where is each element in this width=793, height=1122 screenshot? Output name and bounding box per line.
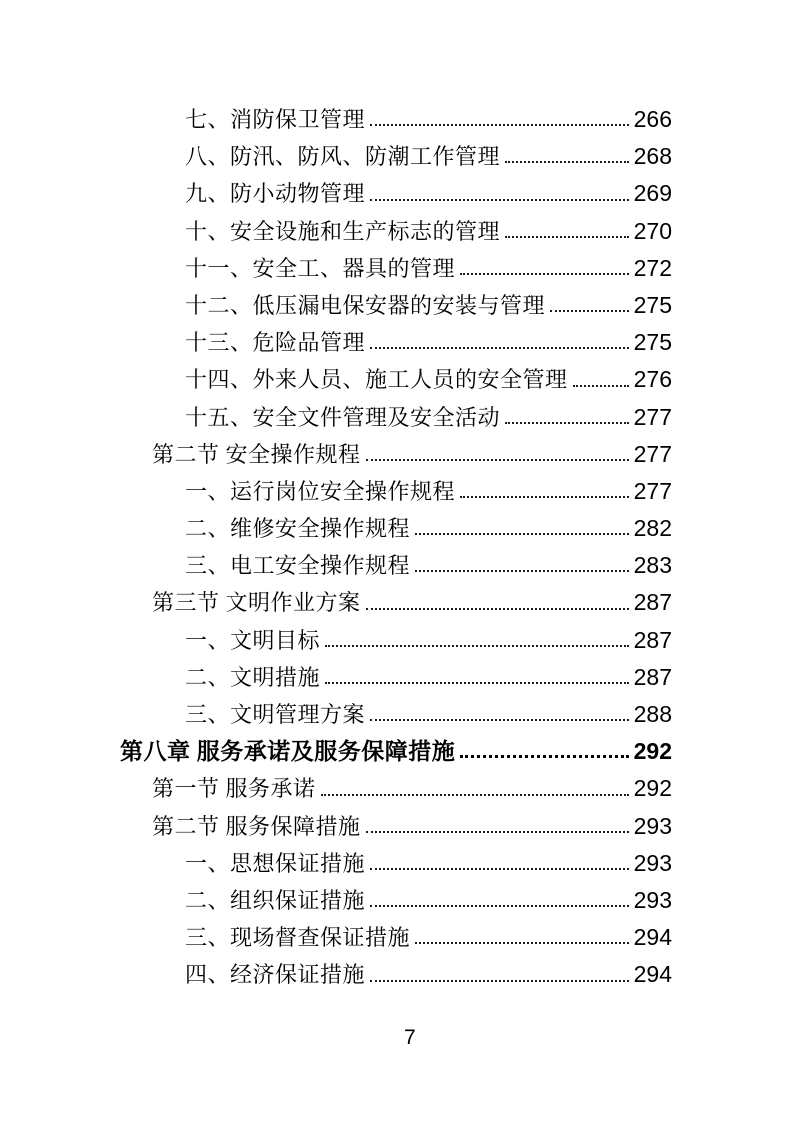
dot-leader <box>325 682 629 684</box>
toc-entry[interactable] <box>0 138 793 175</box>
toc-entry[interactable] <box>0 696 793 733</box>
toc-entry-label: 九、防小动物管理 <box>185 181 366 207</box>
toc-entry-label: 十、安全设施和生产标志的管理 <box>185 218 501 244</box>
toc-entry-label: 十三、危险品管理 <box>185 330 366 356</box>
toc-entry-page: 292 <box>633 738 672 765</box>
dot-leader <box>460 273 629 275</box>
dot-leader <box>573 385 629 387</box>
toc-entry-label: 第一节 服务承诺 <box>152 776 316 802</box>
dot-leader <box>550 310 629 312</box>
toc-entry[interactable] <box>0 361 793 398</box>
toc-entry[interactable] <box>0 584 793 621</box>
dot-leader <box>415 942 629 944</box>
toc-entry-page: 270 <box>633 217 672 244</box>
toc-entry[interactable] <box>0 956 793 993</box>
dot-leader <box>505 161 629 163</box>
toc-entry-label: 十一、安全工、器具的管理 <box>185 255 456 281</box>
toc-entry-label: 一、文明目标 <box>185 627 321 653</box>
toc-entry[interactable] <box>0 845 793 882</box>
toc-entry-label: 十二、低压漏电保安器的安装与管理 <box>185 292 546 318</box>
toc-entry-chapter[interactable] <box>0 733 793 770</box>
dot-leader <box>460 755 628 758</box>
toc-entry-label: 十五、安全文件管理及安全活动 <box>185 404 501 430</box>
toc-entry-label: 二、维修安全操作规程 <box>185 516 411 542</box>
toc-entry-label: 八、防汛、防风、防潮工作管理 <box>185 144 501 170</box>
dot-leader <box>325 645 629 647</box>
toc-entry-page: 288 <box>633 701 672 727</box>
toc-entry-page: 294 <box>633 924 672 951</box>
toc-entry-page: 277 <box>633 477 672 504</box>
toc-entry-page: 269 <box>633 180 672 207</box>
toc-entry-label: 十四、外来人员、施工人员的安全管理 <box>185 367 568 393</box>
toc-entry-page: 293 <box>633 849 672 876</box>
toc-entry[interactable] <box>0 101 793 138</box>
toc-entry[interactable] <box>0 213 793 250</box>
dot-leader <box>366 459 629 461</box>
dot-leader <box>370 719 629 721</box>
toc-entry[interactable] <box>0 808 793 845</box>
toc-entry-page: 294 <box>633 961 672 988</box>
toc-entry[interactable] <box>0 473 793 510</box>
toc-entry-page: 275 <box>633 329 672 356</box>
dot-leader <box>366 608 629 610</box>
toc-entry[interactable] <box>0 547 793 584</box>
toc-entry[interactable] <box>0 770 793 807</box>
toc-entry-page: 292 <box>633 775 672 802</box>
toc-entry-label: 三、文明管理方案 <box>185 702 366 727</box>
toc-entry-page: 293 <box>633 812 672 839</box>
dot-leader <box>505 236 629 238</box>
page-number: 7 <box>404 1026 416 1049</box>
dot-leader <box>460 496 629 498</box>
toc-entry-label: 七、消防保卫管理 <box>185 107 366 132</box>
dot-leader <box>370 124 629 126</box>
toc-entry[interactable] <box>0 399 793 436</box>
toc-entry[interactable] <box>0 436 793 473</box>
dot-leader <box>370 347 629 349</box>
toc-entry-page: 276 <box>633 366 672 393</box>
toc-entry[interactable] <box>0 919 793 956</box>
toc-entry-page: 266 <box>633 106 672 132</box>
toc-entry-label: 二、组织保证措施 <box>185 887 366 913</box>
toc-entry-page: 277 <box>633 440 672 467</box>
toc-entry-label: 三、现场督查保证措施 <box>185 925 411 951</box>
toc-entry-page: 287 <box>633 626 672 653</box>
dot-leader <box>370 905 629 907</box>
dot-leader <box>415 570 629 572</box>
toc-entry-page: 275 <box>633 291 672 318</box>
toc-entry-label: 三、电工安全操作规程 <box>185 553 411 579</box>
toc-entry[interactable] <box>0 510 793 547</box>
dot-leader <box>370 868 629 870</box>
toc-entry-label: 二、文明措施 <box>185 664 321 690</box>
toc-entry-page: 287 <box>633 663 672 690</box>
dot-leader <box>505 422 629 424</box>
toc-entry-label: 第八章 服务承诺及服务保障措施 <box>120 739 456 765</box>
toc-entry[interactable] <box>0 287 793 324</box>
toc-entry-page: 272 <box>633 254 672 281</box>
toc-entry-label: 一、运行岗位安全操作规程 <box>185 478 456 504</box>
toc-entry[interactable] <box>0 882 793 919</box>
toc-entry-page: 283 <box>633 552 672 579</box>
toc-entry-label: 四、经济保证措施 <box>185 962 366 988</box>
toc-entry-page: 277 <box>633 403 672 430</box>
dot-leader <box>321 794 629 796</box>
dot-leader <box>366 831 629 833</box>
toc-entry[interactable] <box>0 324 793 361</box>
toc-entry-label: 第二节 安全操作规程 <box>152 441 361 467</box>
toc-entry-label: 第二节 服务保障措施 <box>152 813 361 839</box>
dot-leader <box>370 199 629 201</box>
toc-entry-page: 268 <box>633 143 672 170</box>
toc-entry-page: 293 <box>633 886 672 913</box>
dot-leader <box>370 980 629 982</box>
toc-entry-page: 287 <box>633 589 672 616</box>
toc-entry-label: 第三节 文明作业方案 <box>152 590 361 616</box>
toc-entry-page: 282 <box>633 515 672 542</box>
toc-entry-label: 一、思想保证措施 <box>185 850 366 876</box>
dot-leader <box>415 533 629 535</box>
toc-entry[interactable] <box>0 175 793 212</box>
toc-entry[interactable] <box>0 659 793 696</box>
toc-entry[interactable] <box>0 622 793 659</box>
toc-entry[interactable] <box>0 250 793 287</box>
